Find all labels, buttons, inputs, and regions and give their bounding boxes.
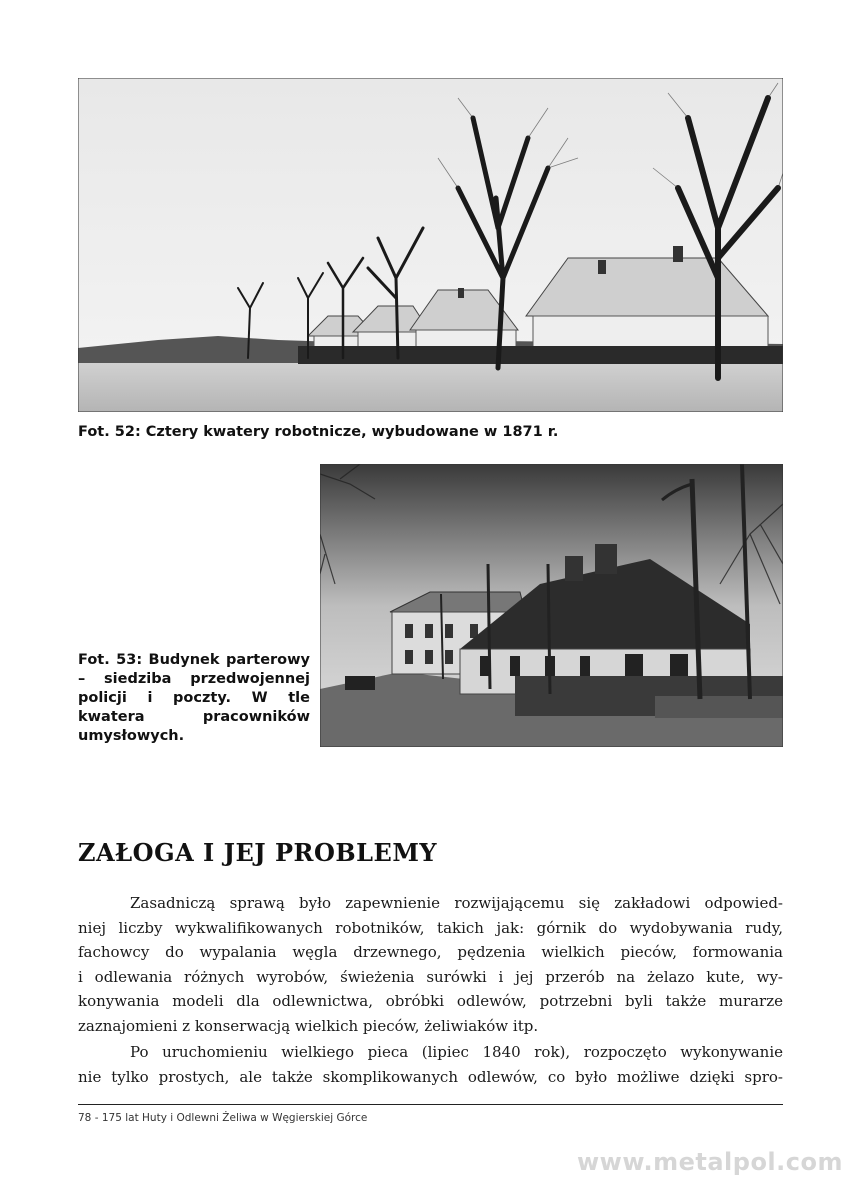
paragraph-1-line: konywania modeli dla odlewnictwa, obróbki odlewów, potrzebni byli także murarze [78,992,783,1010]
footer-separator: - [91,1112,102,1124]
watermark: www.metalpol.com [576,1148,843,1176]
paragraph-1-line: Zasadniczą sprawą było zapewnienie rozwijającemu się zakładowi odpowied- [130,894,783,912]
photo-workers-quarters-image [78,78,783,412]
photo-caption-52: Fot. 52: Cztery kwatery robotnicze, wybudowane w 1871 r. [78,424,559,440]
paragraph-1 [78,891,783,1038]
footer-divider [78,1104,783,1105]
photo-police-post-building [320,464,783,747]
paragraph-1-line: i odlewania różnych wyrobów, świeżenia surówki i jej przerób na żelazo kute, wy- [78,967,783,986]
photo-workers-quarters [78,78,783,412]
paragraph-1-line: zaznajomieni z konserwacją wielkich pieców, żeliwiaków itp. [78,1016,539,1035]
paragraph-1-line: niej liczby wykwalifikowanych robotników, takich jak: górnik do wydobywania rudy, [78,918,783,937]
photo-police-post-image [320,464,783,747]
photo-caption-53 [78,651,310,746]
paragraph-2-line: Po uruchomieniu wielkiego pieca (lipiec 1840 rok), rozpoczęto wykonywanie [130,1043,783,1061]
paragraph-2-line: nie tylko prostych, ale także skomplikowanych odlewów, co było możliwe dzięki spro- [78,1067,783,1086]
page-footer [78,1112,367,1124]
paragraph-2 [78,1040,783,1089]
photo-caption-53-text: Fot. 53: Budynek parterowy – siedziba przedwojennej policji i poczty. W tle kwatera pracowników umysłowych. [78,652,310,744]
page-number: 78 [78,1112,92,1124]
paragraph-1-line: fachowcy do wypalania węgla drzewnego, pędzenia wielkich pieców, formowania [78,943,783,961]
book-title: 175 lat Huty i Odlewni Żeliwa w Węgierskiej Górce [101,1112,368,1124]
section-title: ZAŁOGA I JEJ PROBLEMY [78,838,438,867]
